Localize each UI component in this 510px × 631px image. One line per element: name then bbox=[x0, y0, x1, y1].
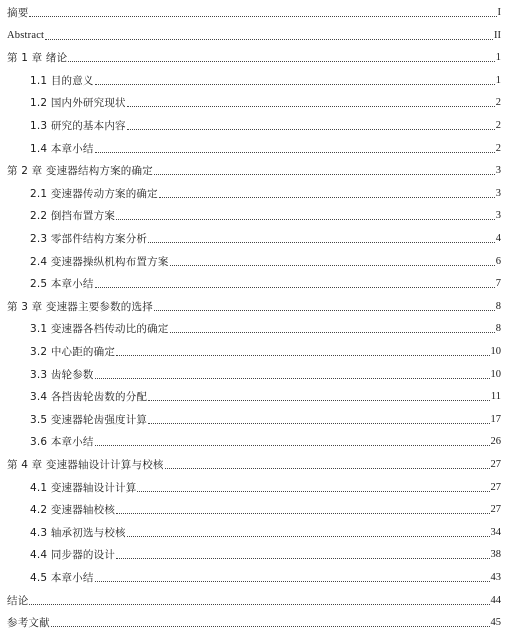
toc-entry bbox=[7, 454, 501, 472]
toc-entry-title: 4.3 轴承初选与校核 bbox=[30, 526, 126, 539]
toc-page-number: 8 bbox=[495, 323, 501, 335]
toc-entry-title: 1.1 目的意义 bbox=[30, 74, 94, 87]
toc-entry-title: 2.1 变速器传动方案的确定 bbox=[30, 187, 158, 200]
toc-entry bbox=[30, 183, 501, 201]
toc-entry bbox=[30, 92, 501, 110]
toc-page-number: 11 bbox=[490, 391, 501, 403]
toc-dot-leader bbox=[127, 536, 490, 537]
toc-entry bbox=[30, 341, 501, 359]
toc-entry bbox=[30, 251, 501, 269]
toc-entry bbox=[7, 612, 501, 630]
toc-page-number: 1 bbox=[495, 52, 501, 64]
toc-entry-title: 3.5 变速器轮齿强度计算 bbox=[30, 413, 148, 426]
toc-entry bbox=[30, 115, 501, 133]
toc-page-number: 1 bbox=[495, 74, 501, 86]
toc-dot-leader bbox=[95, 378, 490, 379]
toc-page-number: 10 bbox=[490, 346, 501, 357]
toc-dot-leader bbox=[116, 513, 489, 514]
toc-page-number: 3 bbox=[495, 165, 501, 177]
toc-entry-title: 3.6 本章小结 bbox=[30, 436, 94, 449]
toc-entry-title: 结论 bbox=[7, 594, 29, 607]
toc-entry-title: 4.5 本章小结 bbox=[30, 572, 94, 584]
toc-dot-leader bbox=[68, 61, 494, 62]
toc-dot-leader bbox=[170, 265, 495, 266]
toc-entry-title: 1.3 研究的基本内容 bbox=[30, 120, 126, 132]
toc-dot-leader bbox=[137, 491, 489, 492]
toc-dot-leader bbox=[95, 287, 495, 288]
toc-entry bbox=[30, 522, 501, 540]
toc-entry-title: 3.4 各挡齿轮齿数的分配 bbox=[30, 391, 148, 404]
toc-entry bbox=[7, 296, 501, 314]
toc-entry bbox=[7, 590, 501, 608]
toc-entry bbox=[30, 499, 501, 517]
toc-page-number: 3 bbox=[495, 210, 501, 222]
toc-page-number: 26 bbox=[490, 436, 501, 448]
toc-entry-title: 第 3 章 变速器主要参数的选择 bbox=[7, 300, 153, 313]
toc-entry bbox=[7, 160, 501, 178]
toc-entry bbox=[30, 205, 501, 223]
toc-entry bbox=[30, 567, 501, 585]
toc-page-number: 27 bbox=[490, 459, 501, 470]
toc-page-number: II bbox=[494, 29, 501, 41]
toc-entry-title: 2.4 变速器操纵机构布置方案 bbox=[30, 255, 169, 268]
toc-entry bbox=[30, 386, 501, 404]
toc-page-number: 6 bbox=[495, 255, 501, 267]
toc-dot-leader bbox=[154, 310, 495, 311]
toc-entry-title: 3.3 齿轮参数 bbox=[30, 368, 94, 381]
toc-entry-title: 3.2 中心距的确定 bbox=[30, 346, 116, 358]
toc-dot-leader bbox=[116, 219, 495, 220]
toc-entry-title: 4.1 变速器轴设计计算 bbox=[30, 481, 137, 494]
toc-page-number: 44 bbox=[490, 594, 501, 606]
toc-dot-leader bbox=[170, 332, 495, 333]
toc-dot-leader bbox=[148, 423, 489, 424]
toc-entry-title: 第 4 章 变速器轴设计计算与校核 bbox=[7, 459, 164, 471]
toc-page-number: 3 bbox=[495, 187, 501, 199]
toc-entry-title: 2.3 零部件结构方案分析 bbox=[30, 233, 148, 245]
toc-entry-title: 1.2 国内外研究现状 bbox=[30, 97, 126, 110]
toc-entry bbox=[30, 544, 501, 562]
toc-entry bbox=[30, 228, 501, 246]
toc-page-number: 4 bbox=[495, 233, 501, 244]
toc-entry-title: 参考文献 bbox=[7, 617, 50, 630]
toc-entry bbox=[30, 364, 501, 382]
toc-page-number: 2 bbox=[495, 120, 501, 131]
toc-page-number: 45 bbox=[490, 617, 501, 629]
toc-entry-title: Abstract bbox=[7, 29, 45, 41]
toc-dot-leader bbox=[29, 604, 489, 605]
toc-entry bbox=[30, 318, 501, 336]
toc-page-number: 2 bbox=[495, 97, 501, 109]
toc-page-number: 10 bbox=[490, 368, 501, 380]
toc-page-number: 8 bbox=[495, 300, 501, 312]
toc-dot-leader bbox=[154, 174, 495, 175]
toc-dot-leader bbox=[51, 626, 490, 627]
toc-dot-leader bbox=[45, 39, 493, 40]
toc-dot-leader bbox=[127, 129, 495, 130]
toc-entry bbox=[30, 431, 501, 449]
toc-page-number: 27 bbox=[490, 504, 501, 516]
toc-dot-leader bbox=[116, 355, 489, 356]
toc-dot-leader bbox=[95, 84, 495, 85]
toc-page-number: 34 bbox=[490, 526, 501, 538]
toc-page-number: I bbox=[497, 7, 501, 18]
toc-dot-leader bbox=[148, 242, 495, 243]
toc-page-number: 38 bbox=[490, 549, 501, 561]
toc-page-number: 7 bbox=[495, 278, 501, 290]
toc-entry bbox=[7, 47, 501, 65]
toc-entry-title: 3.1 变速器各档传动比的确定 bbox=[30, 323, 169, 336]
toc-page-number: 27 bbox=[490, 481, 501, 493]
toc-entry-title: 1.4 本章小结 bbox=[30, 142, 94, 155]
toc-page-number: 17 bbox=[490, 413, 501, 425]
toc-entry-title: 第 2 章 变速器结构方案的确定 bbox=[7, 165, 153, 178]
toc-dot-leader bbox=[159, 197, 495, 198]
toc-entry bbox=[7, 2, 501, 20]
toc-page-number: 2 bbox=[495, 142, 501, 154]
toc-entry bbox=[30, 477, 501, 495]
toc-dot-leader bbox=[95, 152, 495, 153]
toc-dot-leader bbox=[29, 16, 496, 17]
toc-dot-leader bbox=[148, 400, 490, 401]
toc-dot-leader bbox=[116, 558, 489, 559]
toc-entry bbox=[30, 273, 501, 291]
toc-dot-leader bbox=[165, 468, 490, 469]
toc-entry bbox=[30, 409, 501, 427]
toc-entry bbox=[30, 70, 501, 88]
toc-dot-leader bbox=[95, 445, 490, 446]
toc-entry-title: 第 1 章 绪论 bbox=[7, 52, 68, 65]
toc-entry-title: 4.2 变速器轴校核 bbox=[30, 504, 116, 517]
toc-entry-title: 摘要 bbox=[7, 7, 29, 19]
toc-entry-title: 4.4 同步器的设计 bbox=[30, 549, 116, 562]
toc-dot-leader bbox=[95, 581, 490, 582]
toc-entry bbox=[30, 138, 501, 156]
toc-entry-title: 2.2 倒挡布置方案 bbox=[30, 210, 116, 223]
toc-page-number: 43 bbox=[490, 572, 501, 583]
toc-dot-leader bbox=[127, 106, 495, 107]
toc-entry-title: 2.5 本章小结 bbox=[30, 278, 94, 291]
toc-entry bbox=[7, 25, 501, 43]
